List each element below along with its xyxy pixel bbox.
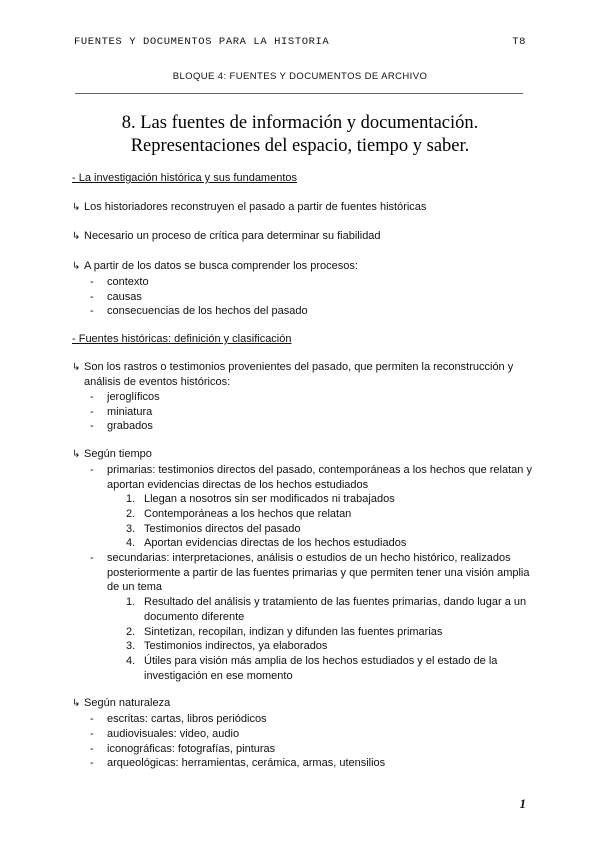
header-topic-code: T8 bbox=[512, 36, 526, 48]
list-item bbox=[72, 447, 542, 463]
list-item: - miniatura bbox=[72, 405, 542, 420]
list-item bbox=[72, 551, 542, 595]
arrow-icon: ↳ bbox=[72, 449, 81, 461]
list-item: - audiovisuales: video, audio bbox=[72, 727, 542, 742]
point-text: Son los rastros o testimonios provenientes del pasado, que permiten la reconstrucción y análisis de eventos históricos: bbox=[84, 360, 514, 389]
list-item: - causas bbox=[72, 290, 542, 305]
block-subtitle: BLOQUE 4: FUENTES Y DOCUMENTOS DE ARCHIVO bbox=[172, 71, 428, 82]
list-item: 4. Útiles para visión más amplia de los hechos estudiados y el estado de la investigación en ese momento bbox=[126, 654, 498, 682]
list-item bbox=[72, 696, 542, 712]
examples-list bbox=[72, 390, 542, 434]
process-list bbox=[72, 275, 542, 319]
point-text: Los historiadores reconstruyen el pasado a partir de fuentes históricas bbox=[84, 200, 427, 213]
list-item: 3. Testimonios directos del pasado bbox=[126, 522, 301, 535]
secundarias-list bbox=[72, 595, 542, 683]
list-item: - iconográficas: fotografías, pinturas bbox=[72, 742, 542, 757]
list-item: - jeroglíficos bbox=[72, 390, 542, 405]
section-fuentes bbox=[72, 332, 542, 771]
list-item: 1. Resultado del análisis y tratamiento de las fuentes primarias, dando lugar a un documento diferente bbox=[126, 596, 527, 623]
section-investigacion bbox=[72, 171, 542, 319]
header-divider bbox=[75, 93, 523, 94]
arrow-icon: ↳ bbox=[72, 201, 81, 213]
list-item: 2. Sintetizan, recopilan, indizan y difunden las fuentes primarias bbox=[126, 625, 443, 638]
section-title: - Fuentes históricas: definición y clasificación bbox=[72, 332, 292, 345]
list-item bbox=[72, 360, 542, 390]
list-item: - consecuencias de los hechos del pasado bbox=[72, 304, 542, 319]
arrow-icon: ↳ bbox=[72, 698, 81, 710]
list-item: - contexto bbox=[72, 275, 542, 290]
arrow-icon: ↳ bbox=[72, 361, 81, 373]
list-item bbox=[72, 259, 542, 275]
list-item: 3. Testimonios indirectos, ya elaborados bbox=[126, 640, 328, 653]
document-body bbox=[72, 171, 542, 771]
list-item bbox=[72, 463, 542, 492]
list-item bbox=[72, 200, 542, 216]
list-item: - escritas: cartas, libros periódicos bbox=[72, 712, 542, 727]
list-item: - grabados bbox=[72, 419, 542, 434]
list-item: 4. Aportan evidencias directas de los hechos estudiados bbox=[126, 537, 407, 550]
list-item: 1. Llegan a nosotros sin ser modificados ni trabajados bbox=[126, 493, 395, 506]
primarias-list bbox=[72, 492, 542, 551]
point-text: Según naturaleza bbox=[84, 697, 171, 710]
naturaleza-list bbox=[72, 712, 542, 771]
page-title bbox=[0, 112, 600, 158]
point-text: Necesario un proceso de crítica para determinar su fiabilidad bbox=[84, 230, 381, 243]
header-course-title: FUENTES Y DOCUMENTOS PARA LA HISTORIA bbox=[74, 36, 330, 48]
section-title: - La investigación histórica y sus fundamentos bbox=[72, 172, 298, 184]
list-item bbox=[72, 229, 542, 245]
title-line-2: Representaciones del espacio, tiempo y saber. bbox=[130, 136, 470, 156]
page-number: 1 bbox=[519, 796, 526, 811]
secundarias-text: - secundarias: interpretaciones, análisis o estudios de un hecho histórico, realizados posteriormente a partir de las fuentes primarias y que permiten tener una visión amplia de un tema bbox=[107, 552, 530, 594]
arrow-icon: ↳ bbox=[72, 261, 81, 273]
point-text: A partir de los datos se busca comprender los procesos: bbox=[84, 260, 358, 273]
tiempo-list-2 bbox=[72, 551, 542, 595]
list-item: - arqueológicas: herramientas, cerámica, armas, utensilios bbox=[72, 756, 542, 771]
primarias-text: - primarias: testimonios directos del pasado, contemporáneas a los hechos que relatan y aportan evidencias directas de los hechos estudiados bbox=[107, 463, 532, 491]
arrow-icon: ↳ bbox=[72, 231, 81, 243]
tiempo-list bbox=[72, 463, 542, 492]
title-line-1: 8. Las fuentes de información y documentación. bbox=[121, 113, 479, 133]
list-item: 2. Contemporáneas a los hechos que relatan bbox=[126, 507, 352, 520]
point-text: Según tiempo bbox=[84, 448, 152, 461]
